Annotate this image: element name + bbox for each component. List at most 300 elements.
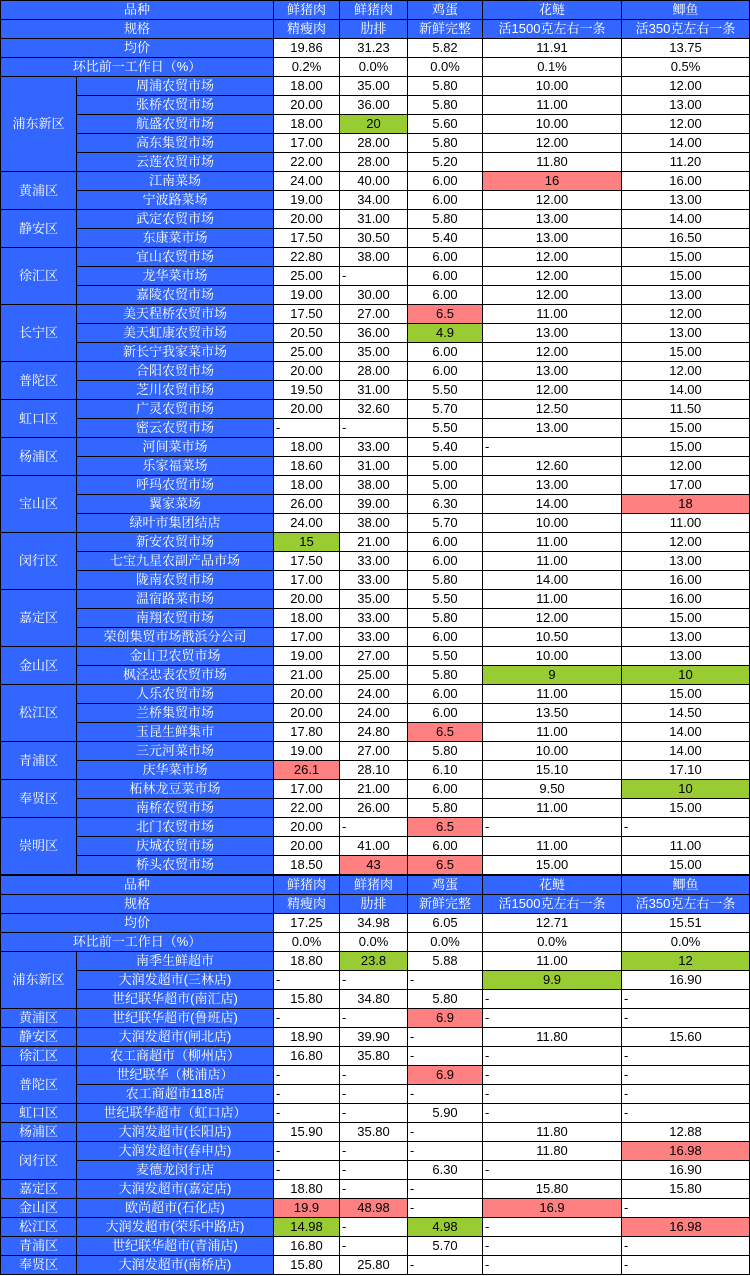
price-cell: 12.00 [622,115,750,134]
price-cell: 17.00 [274,628,340,647]
market-name: 世纪联华超市(鲁班店) [77,1009,274,1028]
price-cell: 16.00 [622,590,750,609]
value-cell: 15.51 [622,914,750,933]
market-name: 温宿路菜市场 [77,590,274,609]
table-row [1,305,750,324]
price-cell: 15.80 [274,990,340,1009]
table-row [1,438,750,457]
price-cell: 14.00 [622,381,750,400]
market-name: 云莲农贸市场 [77,153,274,172]
price-cell: - [340,1161,408,1180]
table-row [1,172,750,191]
price-cell: - [408,1085,483,1104]
price-cell: 35.80 [340,1123,408,1142]
price-cell: 11.00 [483,799,622,818]
market-name: 人乐农贸市场 [77,685,274,704]
value-cell: 0.0% [408,58,483,77]
price-cell: 9.50 [483,780,622,799]
table-row [1,1142,750,1161]
value-cell: 11.91 [483,39,622,58]
column-header: 新鲜完整 [408,20,483,39]
price-cell: 18.80 [274,1180,340,1199]
price-cell: 6.00 [408,191,483,210]
price-cell: - [622,1104,750,1123]
category-header-row [1,1,750,20]
price-cell: 38.00 [340,476,408,495]
market-name: 广灵农贸市场 [77,400,274,419]
price-cell: 5.80 [408,134,483,153]
price-cell: 10 [622,666,750,685]
table-row [1,1218,750,1237]
value-cell: 0.1% [483,58,622,77]
price-cell: 13.00 [622,191,750,210]
price-cell: 10.00 [483,77,622,96]
market-name: 桥头农贸市场 [77,856,274,875]
market-name: 大润发超市(闸北店) [77,1028,274,1047]
price-cell: 13.00 [483,324,622,343]
price-cell: 12.00 [622,305,750,324]
price-cell: 12.00 [622,362,750,381]
price-cell: - [274,1161,340,1180]
table-row [1,761,750,780]
table-row [1,799,750,818]
table-row [1,1085,750,1104]
price-cell: 18.90 [274,1028,340,1047]
price-cell: 5.50 [408,647,483,666]
price-cell: 25.00 [274,343,340,362]
value-cell: 0.0% [274,933,340,952]
price-cell: 5.80 [408,799,483,818]
price-cell: - [408,1199,483,1218]
price-cell: 15.80 [274,1256,340,1275]
price-cell: 15.60 [622,1028,750,1047]
table-row [1,77,750,96]
table-row [1,267,750,286]
market-name: 南翔农贸市场 [77,609,274,628]
value-cell: 17.25 [274,914,340,933]
price-cell: 16.00 [622,571,750,590]
market-name: 美天虹康农贸市场 [77,324,274,343]
price-cell: 15.80 [483,1180,622,1199]
market-name: 翼家菜场 [77,495,274,514]
price-cell: - [622,1009,750,1028]
price-cell: 33.00 [340,609,408,628]
value-cell: 0.0% [622,933,750,952]
price-cell: 13.00 [483,419,622,438]
district-cell: 静安区 [1,210,77,248]
district-cell: 金山区 [1,647,77,685]
market-name: 大润发超市(荣乐中路店) [77,1218,274,1237]
price-cell: 11.00 [483,837,622,856]
price-cell: 15.00 [622,343,750,362]
price-cell: 11.80 [483,1142,622,1161]
value-cell: 5.82 [408,39,483,58]
price-cell: 16.00 [622,172,750,191]
market-name: 东康菜市场 [77,229,274,248]
row-label: 均价 [1,39,274,58]
price-cell: - [408,1028,483,1047]
price-cell: 9.9 [483,971,622,990]
price-cell: 6.5 [408,305,483,324]
value-cell: 6.05 [408,914,483,933]
district-cell: 金山区 [1,1199,77,1218]
table-row [1,666,750,685]
price-cell: - [483,438,622,457]
price-cell: - [483,1085,622,1104]
column-header: 花鲢 [483,1,622,20]
table-row [1,704,750,723]
table-row [1,343,750,362]
price-cell: 36.00 [340,324,408,343]
district-cell: 奉贤区 [1,780,77,818]
price-cell: 6.00 [408,267,483,286]
spec-header-row [1,20,750,39]
price-cell: - [274,1104,340,1123]
price-cell: 11.00 [622,514,750,533]
price-cell: 13.00 [622,324,750,343]
price-cell: 28.00 [340,153,408,172]
column-header: 鲜猪肉 [274,1,340,20]
table-row [1,229,750,248]
district-cell: 闵行区 [1,533,77,590]
table-row [1,191,750,210]
column-header: 鸡蛋 [408,1,483,20]
price-cell: 13.00 [622,647,750,666]
price-cell: 35.00 [340,77,408,96]
market-name: 宁波路菜场 [77,191,274,210]
price-cell: 16.50 [622,229,750,248]
price-cell: 15.00 [622,799,750,818]
table-row [1,96,750,115]
table-row [1,495,750,514]
price-cell: 15.00 [483,856,622,875]
price-cell: 41.00 [340,837,408,856]
price-cell: 5.70 [408,514,483,533]
market-name: 芝川农贸市场 [77,381,274,400]
market-name: 宜山农贸市场 [77,248,274,267]
market-name: 绿叶市集团结店 [77,514,274,533]
market-name: 合阳农贸市场 [77,362,274,381]
price-cell: - [483,1066,622,1085]
price-cell: 39.00 [340,495,408,514]
price-cell: - [483,1256,622,1275]
price-cell: 14.98 [274,1218,340,1237]
value-cell: 12.71 [483,914,622,933]
price-cell: 12 [622,952,750,971]
value-cell: 13.75 [622,39,750,58]
price-cell: 18.00 [274,476,340,495]
price-cell: 11.00 [622,837,750,856]
price-cell: 5.90 [408,1104,483,1123]
market-name: 密云农贸市场 [77,419,274,438]
price-cell: - [622,1066,750,1085]
price-cell: 14.00 [622,134,750,153]
table-row [1,514,750,533]
price-cell: 43 [340,856,408,875]
price-cell: 6.00 [408,704,483,723]
table-row [1,153,750,172]
price-cell: 12.00 [622,457,750,476]
price-cell: 48.98 [340,1199,408,1218]
price-cell: 18.00 [274,77,340,96]
price-cell: 20.00 [274,590,340,609]
table-row [1,286,750,305]
market-name: 陇南农贸市场 [77,571,274,590]
price-cell: 30.00 [340,286,408,305]
price-cell: 11.80 [483,1123,622,1142]
price-cell: 14.00 [483,571,622,590]
market-name: 大润发超市(嘉定店) [77,1180,274,1199]
market-name: 七宝九星农副产品市场 [77,552,274,571]
column-header: 肋排 [340,20,408,39]
price-cell: 19.00 [274,742,340,761]
price-cell: - [483,990,622,1009]
district-cell: 闵行区 [1,1142,77,1180]
price-cell: 21.00 [274,666,340,685]
price-cell: 12.00 [483,381,622,400]
price-cell: 36.00 [340,96,408,115]
price-cell: 10.00 [483,742,622,761]
table-row [1,324,750,343]
price-cell: 6.00 [408,533,483,552]
table-row [1,952,750,971]
column-header: 鲫鱼 [622,1,750,20]
price-cell: 35.00 [340,343,408,362]
price-cell: 11.20 [622,153,750,172]
average-price-row [1,914,750,933]
price-cell: 19.00 [274,286,340,305]
district-cell: 奉贤区 [1,1256,77,1275]
price-cell: 10.00 [483,647,622,666]
price-cell: 15.00 [622,419,750,438]
price-cell: 17.50 [274,552,340,571]
price-cell: 20.00 [274,837,340,856]
market-name: 周浦农贸市场 [77,77,274,96]
table-row [1,210,750,229]
market-name: 农工商超市118店 [77,1085,274,1104]
price-cell: 10 [622,780,750,799]
market-name: 江南菜场 [77,172,274,191]
district-cell: 松江区 [1,1218,77,1237]
price-cell: 18.50 [274,856,340,875]
price-cell: 15.80 [622,1180,750,1199]
price-cell: - [340,1142,408,1161]
market-name: 美天程桥农贸市场 [77,305,274,324]
table-row [1,609,750,628]
table-row [1,628,750,647]
price-cell: 11.80 [483,153,622,172]
table-row [1,1161,750,1180]
column-header: 活1500克左右一条 [483,895,622,914]
price-cell: 13.00 [622,552,750,571]
price-cell: 15.00 [622,685,750,704]
price-cell: 19.9 [274,1199,340,1218]
price-cell: 38.00 [340,248,408,267]
table-row [1,1256,750,1275]
market-name: 大润发超市(长阳店) [77,1123,274,1142]
price-cell: 9 [483,666,622,685]
price-cell: 6.00 [408,628,483,647]
price-cell: 26.00 [340,799,408,818]
price-cell: 12.00 [483,267,622,286]
price-cell: 5.80 [408,666,483,685]
price-cell: 27.00 [340,647,408,666]
price-cell: 22.00 [274,799,340,818]
price-cell: 13.50 [483,704,622,723]
price-cell: 17.00 [622,476,750,495]
table-row [1,476,750,495]
price-cell: - [340,1104,408,1123]
market-name: 三元河菜市场 [77,742,274,761]
supermarket-price-table [0,875,750,1275]
price-cell: 14.00 [622,723,750,742]
column-header: 活350克左右一条 [622,20,750,39]
price-cell: 23.8 [340,952,408,971]
price-cell: 18.60 [274,457,340,476]
price-cell: 31.00 [340,210,408,229]
column-header: 鲫鱼 [622,876,750,895]
price-cell: 13.00 [483,476,622,495]
price-cell: 5.70 [408,400,483,419]
district-cell: 黄浦区 [1,172,77,210]
price-cell: - [340,1085,408,1104]
price-cell: 12.00 [483,191,622,210]
price-cell: 17.00 [274,134,340,153]
table-row [1,400,750,419]
price-cell: 15.00 [622,609,750,628]
price-cell: 13.00 [483,210,622,229]
price-cell: 24.00 [274,514,340,533]
price-cell: 33.00 [340,628,408,647]
price-cell: - [340,1218,408,1237]
price-cell: - [340,1180,408,1199]
table-row [1,571,750,590]
row-label: 品种 [1,876,274,895]
price-cell: - [274,419,340,438]
price-cell: 12.50 [483,400,622,419]
table-row [1,457,750,476]
price-cell: - [274,1142,340,1161]
row-label: 品种 [1,1,274,20]
price-cell: 6.00 [408,286,483,305]
table-row [1,685,750,704]
price-cell: - [622,1047,750,1066]
district-cell: 杨浦区 [1,1123,77,1142]
value-cell: 31.23 [340,39,408,58]
table-row [1,971,750,990]
market-name: 兰桥集贸市场 [77,704,274,723]
price-cell: 5.80 [408,609,483,628]
price-cell: 28.00 [340,134,408,153]
price-cell: 31.00 [340,381,408,400]
price-cell: 5.80 [408,990,483,1009]
market-name: 北门农贸市场 [77,818,274,837]
price-cell: 38.00 [340,514,408,533]
price-cell: 17.10 [622,761,750,780]
price-cell: - [622,1237,750,1256]
district-cell: 嘉定区 [1,1180,77,1199]
table-row [1,1123,750,1142]
price-cell: 18.00 [274,609,340,628]
price-cell: 4.9 [408,324,483,343]
price-cell: 24.00 [340,704,408,723]
price-cell: 11.00 [483,96,622,115]
price-cell: 12.00 [483,609,622,628]
price-cell: 5.80 [408,210,483,229]
market-name: 龙华菜市场 [77,267,274,286]
district-cell: 黄浦区 [1,1009,77,1028]
market-name: 南桥农贸市场 [77,799,274,818]
table-row [1,381,750,400]
price-cell: - [408,1180,483,1199]
price-cell: 28.00 [340,362,408,381]
price-cell: - [483,818,622,837]
column-header: 活1500克左右一条 [483,20,622,39]
column-header: 花鲢 [483,876,622,895]
price-cell: 26.00 [274,495,340,514]
value-cell: 0.5% [622,58,750,77]
table-row [1,647,750,666]
district-cell: 虹口区 [1,400,77,438]
price-cell: - [274,1085,340,1104]
price-cell: 5.40 [408,438,483,457]
price-cell: 33.00 [340,552,408,571]
market-name: 张桥农贸市场 [77,96,274,115]
price-cell: 5.60 [408,115,483,134]
price-cell: 12.00 [483,248,622,267]
price-cell: 14.00 [622,742,750,761]
price-cell: 4.98 [408,1218,483,1237]
market-name: 嘉陵农贸市场 [77,286,274,305]
price-cell: 6.00 [408,343,483,362]
price-cell: 6.9 [408,1009,483,1028]
price-cell: 21.00 [340,533,408,552]
price-cell: 16.98 [622,1142,750,1161]
market-name: 高东集贸市场 [77,134,274,153]
market-name: 麦德龙闵行店 [77,1161,274,1180]
price-cell: - [622,1199,750,1218]
table-row [1,1009,750,1028]
price-cell: 18.00 [274,115,340,134]
price-cell: 30.50 [340,229,408,248]
market-name: 武定农贸市场 [77,210,274,229]
market-name: 世纪联华超市(南汇店) [77,990,274,1009]
price-cell: 11.80 [483,1028,622,1047]
price-cell: 17.50 [274,305,340,324]
table-row [1,362,750,381]
market-name: 庆城农贸市场 [77,837,274,856]
price-cell: 34.80 [340,990,408,1009]
price-cell: 12.60 [483,457,622,476]
price-cell: - [408,1047,483,1066]
price-cell: 33.00 [340,571,408,590]
price-cell: 10.00 [483,115,622,134]
district-cell: 徐汇区 [1,1047,77,1066]
price-cell: 6.10 [408,761,483,780]
price-cell: 11.00 [483,685,622,704]
price-cell: 15.00 [622,248,750,267]
price-cell: - [483,1161,622,1180]
price-cell: 11.50 [622,400,750,419]
column-header: 肋排 [340,895,408,914]
price-cell: 27.00 [340,742,408,761]
price-cell: 5.50 [408,419,483,438]
price-cell: 16.90 [622,1161,750,1180]
table-row [1,1028,750,1047]
price-cell: 14.00 [483,495,622,514]
price-cell: 35.00 [340,590,408,609]
price-cell: 17.50 [274,229,340,248]
